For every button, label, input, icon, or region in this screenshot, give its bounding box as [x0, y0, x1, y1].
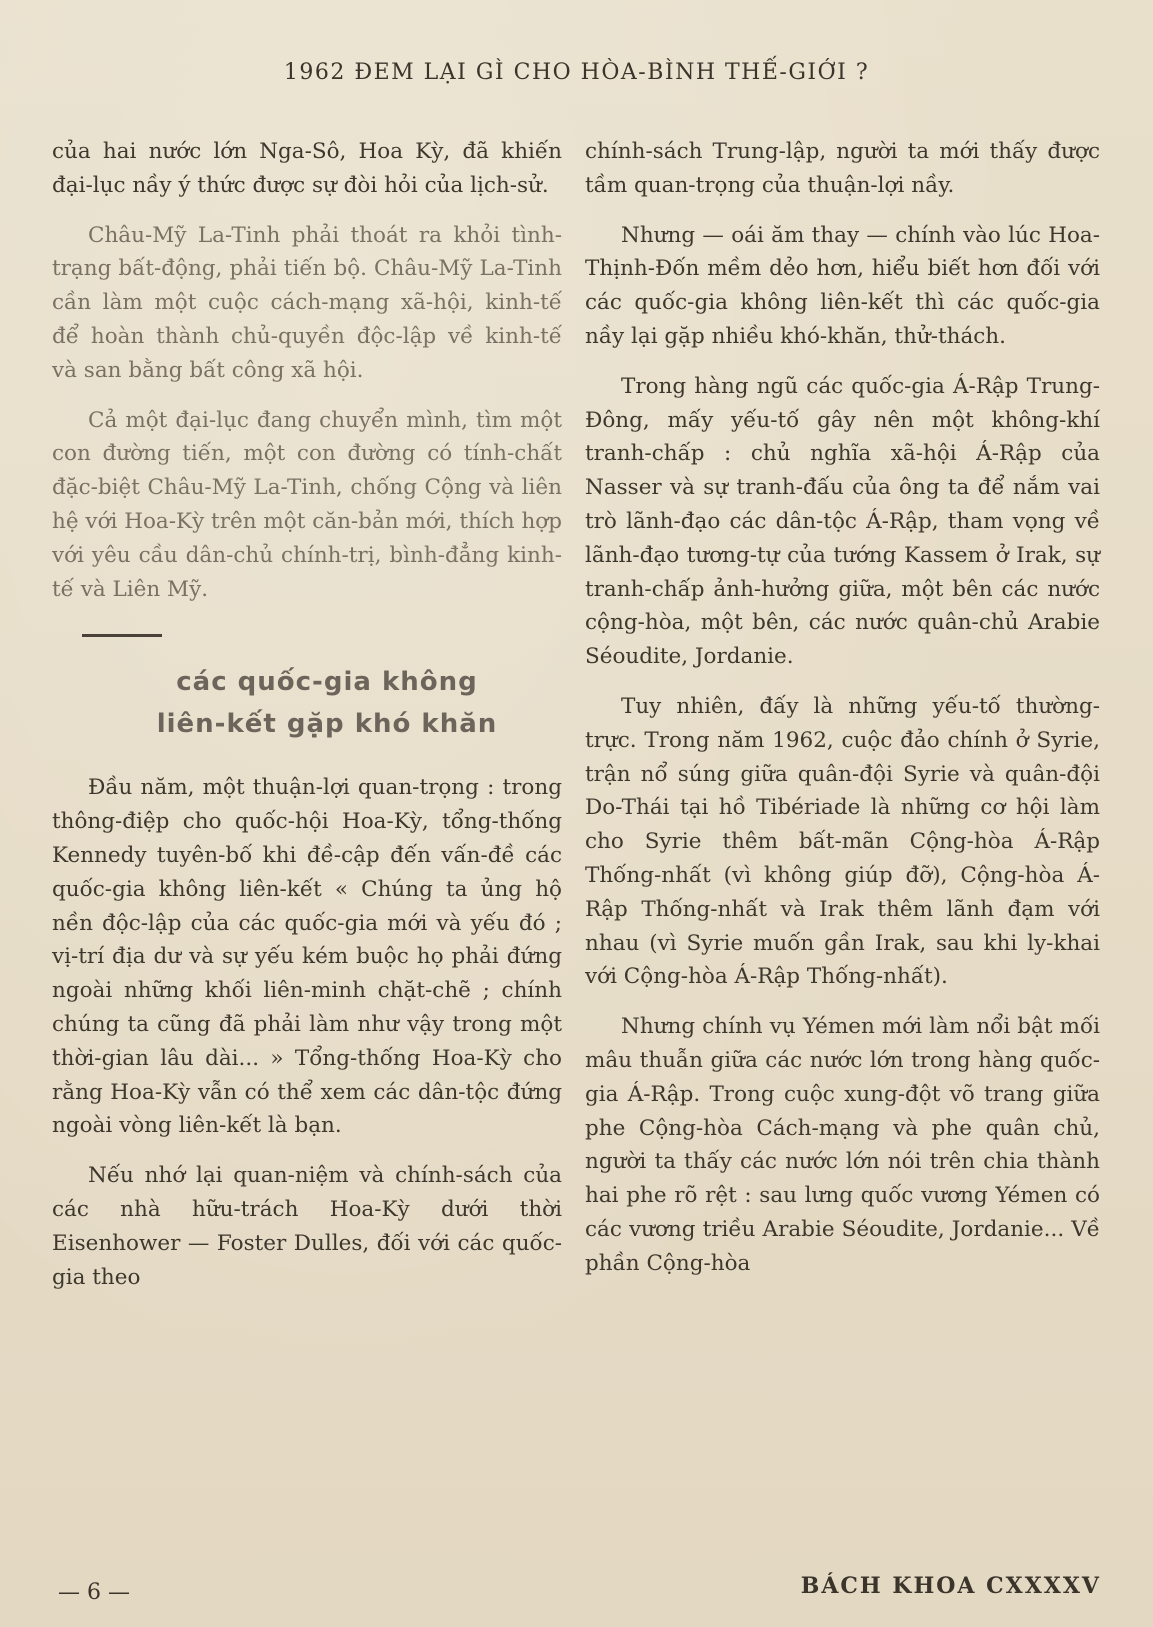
paragraph: của hai nước lớn Nga-Sô, Hoa Kỳ, đã khiến đại-lục nầy ý thức được sự đòi hỏi của lịch-sử.: [52, 139, 562, 198]
left-column: [52, 135, 562, 1310]
section-divider: [82, 634, 162, 637]
section-heading-line: các quốc-gia không: [176, 667, 478, 698]
right-column: [585, 135, 1100, 1297]
paragraph: Nhưng chính vụ Yémen mới làm nổi bật mối mâu thuẫn giữa các nước lớn trong hàng quốc-gia Á-Rập. Trong cuộc xung-đột võ trang giữa phe Cộng-hòa Cách-mạng và phe quân chủ, người ta thấy các nước lớn nói trên chia thành hai phe rõ rệt : sau lưng quốc vương Yémen có các vương triều Arabie Séoudite, Jordanie... Về phần Cộng-hòa: [585, 1014, 1100, 1276]
paragraph: Cả một đại-lục đang chuyển mình, tìm một con đường tiến, một con đường có tính-chất đặc-biệt Châu-Mỹ La-Tinh, chống Cộng và liên hệ với Hoa-Kỳ trên một căn-bản mới, thích hợp với yêu cầu dân-chủ chính-trị, bình-đẳng kinh-tế và Liên Mỹ.: [52, 407, 562, 602]
paragraph: Nếu nhớ lại quan-niệm và chính-sách của các nhà hữu-trách Hoa-Kỳ dưới thời Eisenhower — Foster Dulles, đối với các quốc-gia theo: [52, 1163, 562, 1290]
publication-name: BÁCH KHOA CXXXXV: [800, 1573, 1101, 1599]
paragraph: Nhưng — oái ăm thay — chính vào lúc Hoa-Thịnh-Đốn mềm dẻo hơn, hiểu biết hơn đối với các quốc-gia không liên-kết thì các quốc-gia nầy lại gặp nhiều khó-khăn, thử-thách.: [585, 222, 1100, 349]
paragraph: Châu-Mỹ La-Tinh phải thoát ra khỏi tình-trạng bất-động, phải tiến bộ. Châu-Mỹ La-Tinh cần làm một cuộc cách-mạng xã-hội, kinh-tế để hoàn thành chủ-quyền độc-lập về kinh-tế và san bằng bất công xã hội.: [52, 222, 562, 383]
paragraph: Đầu năm, một thuận-lợi quan-trọng : trong thông-điệp cho quốc-hội Hoa-Kỳ, tổng-thống Kennedy tuyên-bố khi đề-cập đến vấn-đề các quốc-gia không liên-kết « Chúng ta ủng hộ nền độc-lập của các quốc-gia mới và yếu đó ; vị-trí địa dư và sự yếu kém buộc họ phải đứng ngoài những khối liên-minh chặt-chẽ ; chính chúng ta cũng đã phải làm như vậy trong một thời-gian lâu dài... » Tổng-thống Hoa-Kỳ cho rằng Hoa-Kỳ vẫn có thể xem các dân-tộc đứng ngoài vòng liên-kết là bạn.: [52, 775, 562, 1139]
paragraph: Tuy nhiên, đấy là những yếu-tố thường-trực. Trong năm 1962, cuộc đảo chính ở Syrie, trận nổ súng giữa quân-đội Syrie và quân-đội Do-Thái tại hồ Tibériade là những cơ hội làm cho Syrie thêm bất-mãn Cộng-hòa Á-Rập Thống-nhất (vì không giúp đỡ), Cộng-hòa Á-Rập Thống-nhất và Irak thêm lãnh đạm với nhau (vì Syrie muốn gần Irak, sau khi ly-khai với Cộng-hòa Á-Rập Thống-nhất).: [585, 693, 1100, 990]
section-heading-line: liên-kết gặp khó khăn: [156, 709, 498, 740]
paragraph: chính-sách Trung-lập, người ta mới thấy được tầm quan-trọng của thuận-lợi nầy.: [585, 139, 1100, 198]
page-number: — 6 —: [58, 1580, 130, 1605]
running-title: 1962 ĐEM LẠI GÌ CHO HÒA-BÌNH THẾ-GIỚI ?: [283, 60, 870, 85]
section-heading: [92, 661, 562, 745]
paragraph: Trong hàng ngũ các quốc-gia Á-Rập Trung-Đông, mấy yếu-tố gây nên một không-khí tranh-chấp : chủ nghĩa xã-hội Á-Rập của Nasser và sự tranh-đấu của ông ta để nắm vai trò lãnh-đạo các dân-tộc Á-Rập, tham vọng về lãnh-đạo tương-tự của tướng Kassem ở Irak, sự tranh-chấp ảnh-hưởng giữa, một bên các nước cộng-hòa, một bên, các nước quân-chủ Arabie Séoudite, Jordanie.: [585, 373, 1100, 670]
